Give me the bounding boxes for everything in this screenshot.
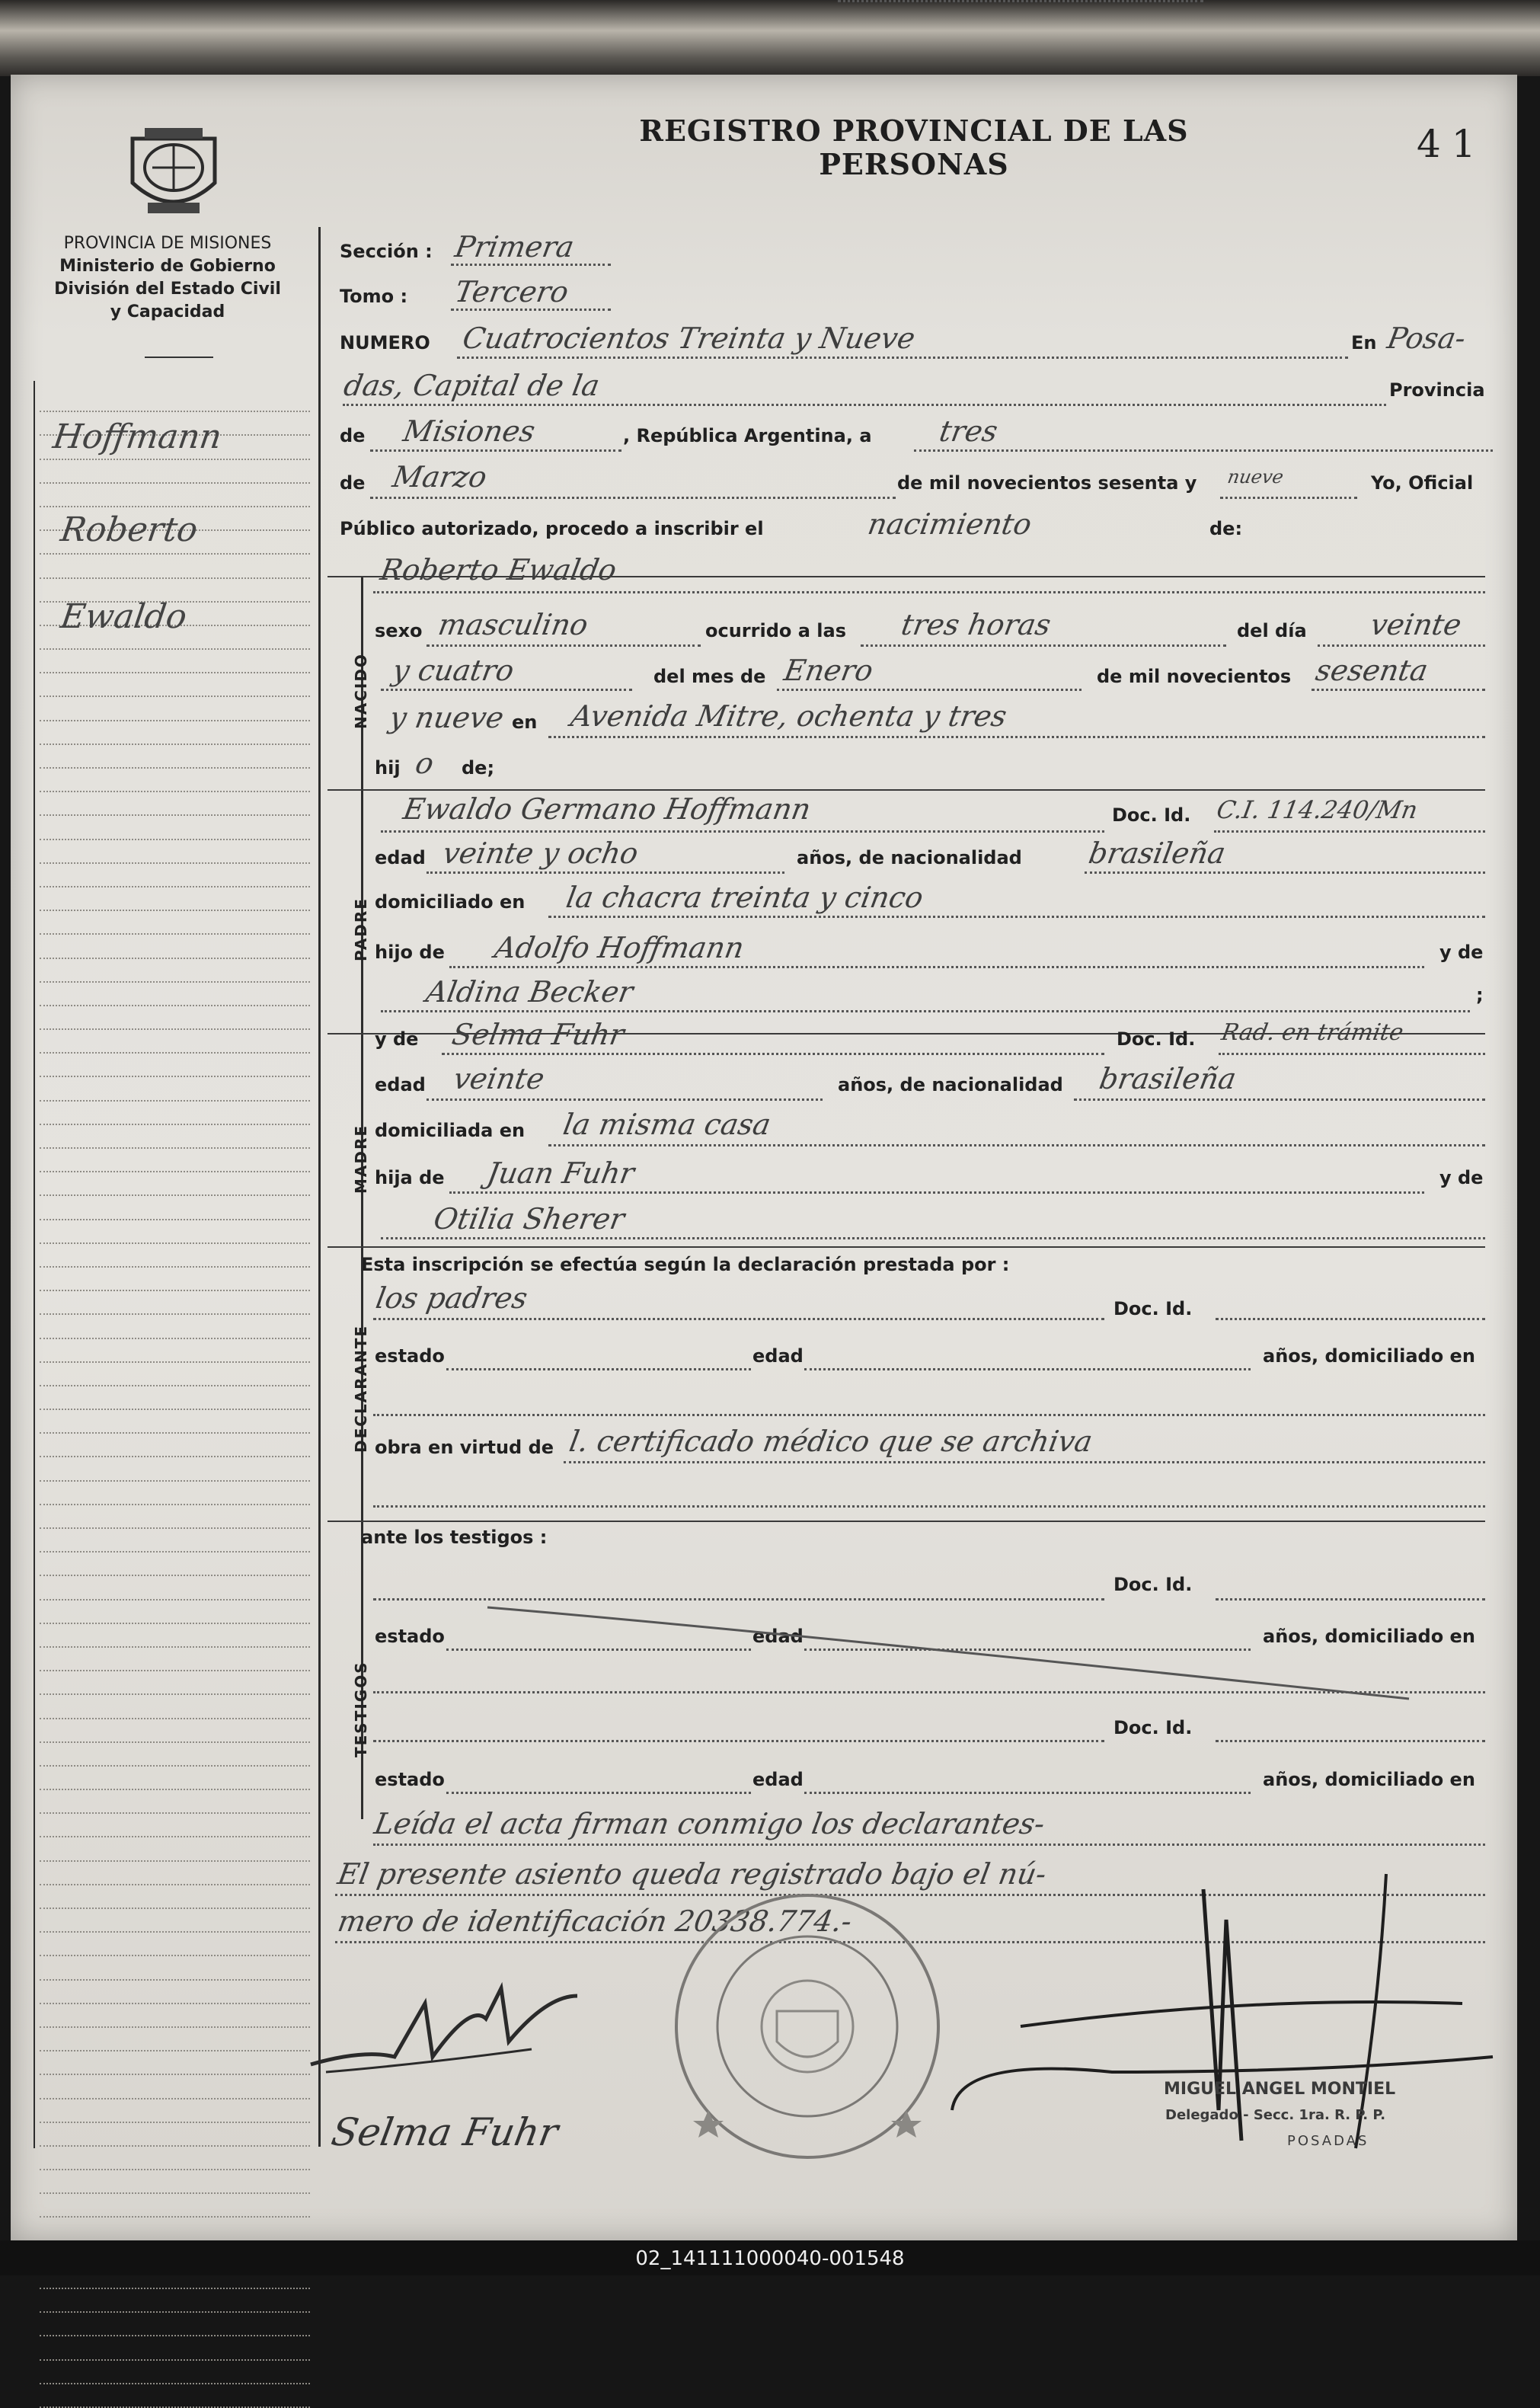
obra-label: obra en virtud de bbox=[375, 1437, 554, 1458]
birth-year-value-2: y nueve bbox=[387, 701, 506, 734]
issuing-office-heading bbox=[23, 232, 312, 324]
father-and-of-label: y de bbox=[1439, 942, 1484, 963]
official-signature-scribble bbox=[929, 1859, 1508, 2179]
mother-and-of-label-2: y de bbox=[1439, 1167, 1484, 1188]
birthplace-en-label: en bbox=[512, 712, 538, 733]
seccion-value: Primera bbox=[452, 230, 577, 264]
hij-label: hij bbox=[375, 757, 401, 779]
mother-domicile-label: domiciliada en bbox=[375, 1120, 526, 1141]
father-doc-label: Doc. Id. bbox=[1112, 804, 1191, 826]
witness2-age-label: edad bbox=[752, 1769, 804, 1790]
birth-hour-line bbox=[861, 644, 1226, 647]
margin-ruled-lines bbox=[40, 389, 310, 2408]
witnesses-label: ante los testigos : bbox=[361, 1527, 548, 1548]
ocurrido-label: ocurrido a las bbox=[705, 620, 846, 641]
official-place: POSADAS bbox=[1287, 2133, 1369, 2149]
declarant-domicile-line bbox=[373, 1414, 1485, 1416]
maternal-grandfather-value: Juan Fuhr bbox=[484, 1156, 637, 1190]
birthplace-line bbox=[548, 736, 1485, 738]
de-colon-label: de: bbox=[1209, 518, 1243, 539]
left-outer-border bbox=[34, 381, 35, 2148]
section-label-padre: PADRE bbox=[352, 897, 370, 961]
record-month-line bbox=[370, 497, 896, 499]
witness1-domicile-label: años, domiciliado en bbox=[1263, 1626, 1475, 1647]
child-name-value: Roberto Ewaldo bbox=[378, 553, 619, 587]
paternal-grandmother-line bbox=[381, 1010, 1470, 1012]
paternal-grandfather-value: Adolfo Hoffmann bbox=[492, 931, 747, 964]
del-dia-label: del día bbox=[1237, 620, 1307, 641]
obra-line-2 bbox=[373, 1505, 1485, 1508]
section-bracket-line bbox=[361, 577, 363, 1819]
declarant-domicile-label: años, domiciliado en bbox=[1263, 1345, 1475, 1367]
mother-nationality-line bbox=[1074, 1098, 1485, 1101]
image-caption: 02_141111000040-001548 bbox=[635, 2247, 905, 2270]
father-nationality-value: brasileña bbox=[1086, 836, 1228, 870]
province-line bbox=[370, 449, 621, 452]
father-semicolon: ; bbox=[1476, 984, 1484, 1006]
page-number: 41 bbox=[1417, 122, 1487, 166]
birth-day-line-2 bbox=[381, 689, 632, 691]
obra-line bbox=[564, 1461, 1485, 1463]
declarant-doc-line bbox=[1216, 1318, 1485, 1320]
mother-doc-value: Rad. en trámite bbox=[1219, 1019, 1406, 1046]
provincial-coat-of-arms bbox=[122, 123, 225, 222]
yo-oficial-label: Yo, Oficial bbox=[1371, 472, 1474, 494]
birth-day-value-2: y cuatro bbox=[390, 654, 517, 687]
father-name-line bbox=[381, 830, 1104, 833]
father-doc-value: C.I. 114.240/Mn bbox=[1214, 795, 1420, 824]
mother-doc-label: Doc. Id. bbox=[1117, 1028, 1196, 1050]
record-year-value: nueve bbox=[1225, 466, 1286, 488]
document-title: REGISTRO PROVINCIAL DE LAS PERSONAS bbox=[639, 114, 1189, 181]
publico-label: Público autorizado, procedo a inscribir el bbox=[340, 518, 764, 539]
maternal-grandfather-line bbox=[449, 1191, 1424, 1194]
obra-value: l. certificado médico que se archiva bbox=[567, 1425, 1095, 1458]
witness2-doc-line bbox=[1216, 1740, 1485, 1742]
cancellation-stroke bbox=[457, 1600, 1447, 1706]
en-label: En bbox=[1351, 332, 1377, 353]
mother-domicile-value: la misma casa bbox=[561, 1108, 774, 1141]
city-line bbox=[343, 404, 1386, 406]
registry-stamp bbox=[663, 1882, 952, 2171]
declarant-name-line bbox=[373, 1318, 1104, 1320]
margin-second-name: Ewaldo bbox=[58, 597, 190, 636]
birth-month-line bbox=[777, 689, 1082, 691]
maternal-grandmother-line bbox=[381, 1237, 1485, 1239]
de-province-label: de bbox=[340, 425, 366, 446]
hij-de-label: de; bbox=[462, 757, 495, 779]
note-line-1 bbox=[373, 1844, 1485, 1846]
witness2-name-line bbox=[373, 1740, 1104, 1742]
father-nationality-line bbox=[1085, 871, 1485, 874]
child-name-line bbox=[373, 591, 1485, 593]
record-month-value: Marzo bbox=[390, 460, 490, 494]
mother-domicile-line bbox=[548, 1144, 1485, 1146]
birth-day-line-1 bbox=[1318, 644, 1485, 647]
declarant-status-label: estado bbox=[375, 1345, 445, 1367]
paternal-grandmother-value: Aldina Becker bbox=[423, 975, 636, 1009]
capacity-line: y Capacidad bbox=[110, 302, 225, 321]
padre-divider bbox=[327, 789, 1485, 791]
witness2-status-label: estado bbox=[375, 1769, 445, 1790]
act-value: nacimiento bbox=[865, 507, 1034, 541]
record-year-line bbox=[1220, 497, 1357, 499]
record-day-line bbox=[914, 449, 1493, 452]
mother-age-value: veinte bbox=[451, 1062, 548, 1095]
mother-age-line bbox=[427, 1098, 823, 1101]
section-label-madre: MADRE bbox=[352, 1124, 370, 1194]
tomo-line bbox=[451, 309, 611, 311]
witness2-status-line bbox=[446, 1792, 751, 1794]
official-title: Delegado - Secc. 1ra. R. P. P. bbox=[1165, 2107, 1386, 2123]
witness1-age-label: edad bbox=[752, 1626, 804, 1647]
provincia-label: Provincia bbox=[1389, 379, 1485, 401]
birth-year-line-1 bbox=[1312, 689, 1485, 691]
margin-first-name: Roberto bbox=[58, 510, 200, 549]
province-value: Misiones bbox=[401, 414, 538, 448]
city-value-end: das, Capital de la bbox=[341, 369, 602, 402]
numero-value: Cuatrocientos Treinta y Nueve bbox=[460, 321, 918, 355]
mother-name-value: Selma Fuhr bbox=[449, 1018, 627, 1051]
numero-label: NUMERO bbox=[340, 332, 430, 353]
declaration-intro-label: Esta inscripción se efectúa según la declaración prestada por : bbox=[361, 1254, 1010, 1275]
city-value-start: Posa- bbox=[1385, 321, 1468, 355]
folder-top-edge bbox=[0, 0, 1540, 76]
heading-rule bbox=[145, 357, 213, 358]
act-line bbox=[838, 0, 1203, 2]
division-line: División del Estado Civil bbox=[54, 280, 281, 299]
hijo-suffix-value: o bbox=[413, 747, 436, 780]
witness1-status-label: estado bbox=[375, 1626, 445, 1647]
father-domicile-label: domiciliado en bbox=[375, 891, 526, 913]
del-mes-label: del mes de bbox=[653, 666, 766, 687]
margin-surname: Hoffmann bbox=[50, 417, 225, 456]
father-doc-line bbox=[1214, 830, 1485, 833]
father-son-of-label: hijo de bbox=[375, 942, 445, 963]
declarant-doc-label: Doc. Id. bbox=[1113, 1298, 1193, 1319]
father-age-line bbox=[427, 871, 784, 874]
mother-name-line bbox=[442, 1053, 1104, 1055]
declarante-divider bbox=[327, 1246, 1485, 1248]
declarant-age-line bbox=[804, 1368, 1251, 1370]
father-domicile-value: la chacra treinta y cinco bbox=[564, 881, 926, 914]
tomo-label: Tomo : bbox=[340, 286, 408, 307]
father-age-label: edad bbox=[375, 847, 426, 868]
official-name: MIGUEL ANGEL MONTIEL bbox=[1164, 2080, 1396, 2099]
birth-year-value-1: sesenta bbox=[1313, 654, 1431, 687]
mother-daughter-of-label: hija de bbox=[375, 1167, 445, 1188]
sexo-label: sexo bbox=[375, 620, 423, 641]
birth-month-value: Enero bbox=[781, 654, 876, 687]
father-domicile-line bbox=[548, 916, 1485, 918]
maternal-grandmother-value: Otilia Sherer bbox=[431, 1202, 628, 1236]
witness2-age-line bbox=[804, 1792, 1251, 1794]
mother-and-of-label: y de bbox=[375, 1028, 419, 1050]
birth-hour-value: tres horas bbox=[899, 608, 1054, 641]
mother-nationality-label: años, de nacionalidad bbox=[838, 1074, 1063, 1095]
mil-novecientos-label: de mil novecientos sesenta y bbox=[897, 472, 1197, 494]
witness2-domicile-label: años, domiciliado en bbox=[1263, 1769, 1475, 1790]
declarant-age-label: edad bbox=[752, 1345, 804, 1367]
ministry-line: Ministerio de Gobierno bbox=[59, 257, 276, 276]
witness2-doc-label: Doc. Id. bbox=[1113, 1717, 1193, 1738]
sex-value: masculino bbox=[436, 608, 591, 641]
birth-day-value-1: veinte bbox=[1368, 608, 1465, 641]
father-name-value: Ewaldo Germano Hoffmann bbox=[401, 792, 813, 826]
note-line-2-text: El presente asiento queda registrado bajo el nú- bbox=[335, 1857, 1050, 1891]
republica-label: , República Argentina, a bbox=[623, 425, 872, 446]
note-line-3-text: mero de identificación 20338.774.- bbox=[335, 1904, 855, 1938]
section-label-nacido: NACIDO bbox=[352, 653, 370, 729]
seccion-label: Sección : bbox=[340, 241, 433, 262]
mother-nationality-value: brasileña bbox=[1097, 1062, 1239, 1095]
province-line: PROVINCIA DE MISIONES bbox=[63, 234, 272, 253]
tomo-value: Tercero bbox=[452, 275, 571, 309]
declarant-name-value: los padres bbox=[373, 1281, 530, 1315]
note-line-1-text: Leída el acta firman conmigo los declarantes- bbox=[372, 1807, 1048, 1840]
paternal-grandfather-line bbox=[449, 966, 1424, 968]
testigos-divider bbox=[327, 1521, 1485, 1522]
de-month-label: de bbox=[340, 472, 366, 494]
mother-signature: Selma Fuhr bbox=[327, 2110, 562, 2154]
father-age-value: veinte y ocho bbox=[440, 836, 641, 870]
record-day-value: tres bbox=[937, 414, 1001, 448]
section-label-testigos: TESTIGOS bbox=[352, 1661, 370, 1757]
numero-line bbox=[457, 357, 1348, 359]
sex-line bbox=[427, 644, 701, 647]
declarant-signature-scribble bbox=[303, 1973, 593, 2087]
witness1-doc-label: Doc. Id. bbox=[1113, 1574, 1193, 1595]
section-label-declarante: DECLARANTE bbox=[352, 1324, 370, 1453]
mother-age-label: edad bbox=[375, 1074, 426, 1095]
left-margin-border bbox=[318, 227, 321, 2147]
mother-doc-line bbox=[1219, 1053, 1485, 1055]
birthplace-value: Avenida Mitre, ochenta y tres bbox=[568, 699, 1010, 733]
mil-novecientos-birth-label: de mil novecientos bbox=[1097, 666, 1292, 687]
declarant-status-line bbox=[446, 1368, 751, 1370]
father-nationality-label: años, de nacionalidad bbox=[797, 847, 1022, 868]
seccion-line bbox=[451, 264, 611, 266]
